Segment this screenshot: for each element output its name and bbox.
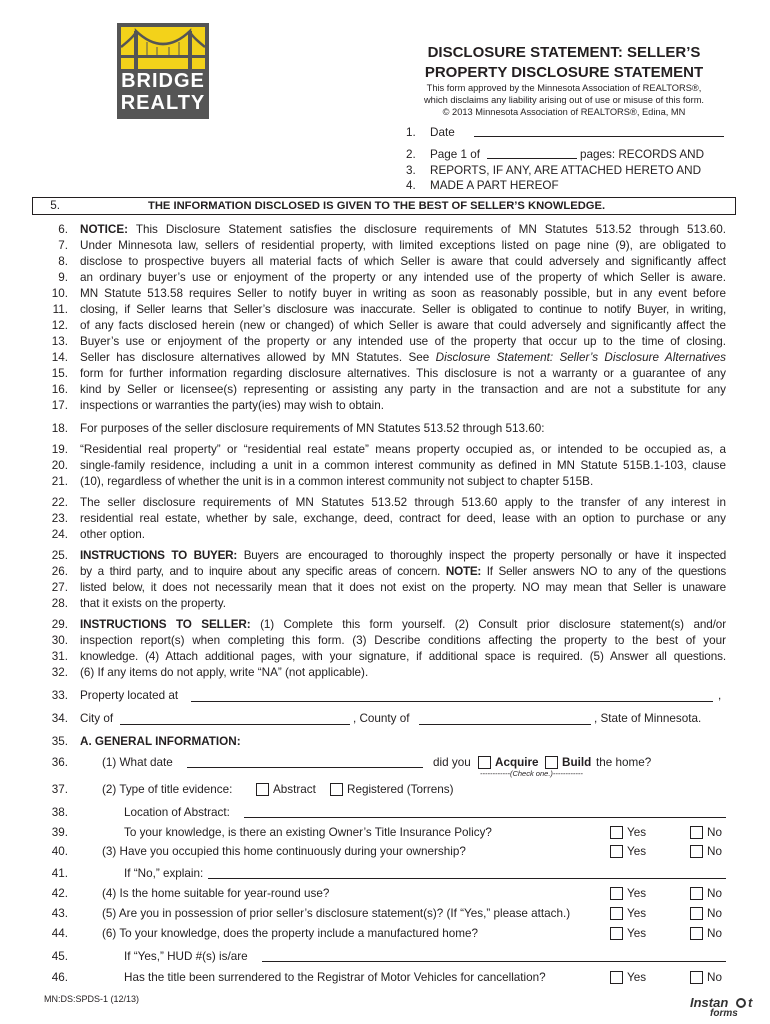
- question-label: Has the title been surrendered to the Registrar of Motor Vehicles for cancellation?: [124, 971, 546, 984]
- page-count-field[interactable]: [487, 158, 577, 159]
- yes-label: Yes: [627, 971, 647, 984]
- form-title-line2: PROPERTY DISCLOSURE STATEMENT: [424, 64, 704, 81]
- line-number: 18.: [51, 422, 68, 435]
- instruction-line: (6) If any items do not apply, write “NA” (not applicable).: [80, 666, 369, 679]
- banner-text: THE INFORMATION DISCLOSED IS GIVEN TO THE BEST OF SELLER’S KNOWLEDGE.: [148, 200, 606, 212]
- what-date-label: (1) What date: [102, 756, 173, 769]
- line-number: 4.: [406, 179, 416, 192]
- logo-text: Instan: [690, 995, 729, 1010]
- question-label: (4) Is the home suitable for year-round use?: [102, 887, 330, 900]
- copyright-line: © 2013 Minnesota Association of REALTORS®, Edina, MN: [442, 107, 686, 117]
- alternatives-form-ref: Disclosure Statement: Seller’s Disclosure Alternatives: [435, 351, 726, 364]
- line-number: 23.: [51, 512, 68, 525]
- acquire-date-field[interactable]: [187, 767, 423, 768]
- property-location-label: Property located at: [80, 689, 179, 702]
- line-number: 2.: [406, 148, 416, 161]
- notice-line: kind by Seller or licensee(s) representing or assisting any party in the transaction and are not a substitute for any: [80, 383, 726, 396]
- abstract-label: Abstract: [273, 783, 316, 796]
- reports-label: REPORTS, IF ANY, ARE ATTACHED HERETO AND: [430, 164, 702, 177]
- instruction-line: [80, 564, 726, 580]
- bridge-realty-logo: [117, 23, 209, 119]
- line-number: 37.: [51, 783, 68, 796]
- line-number: 45.: [51, 950, 68, 963]
- instruction-line: [80, 548, 726, 564]
- instruction-text: by a third party, and to inquire about any specific areas of concern.: [80, 565, 446, 578]
- explain-field[interactable]: [208, 878, 726, 879]
- yes-label: Yes: [627, 907, 647, 920]
- no-checkbox[interactable]: [690, 927, 703, 940]
- line-number: 3.: [406, 164, 416, 177]
- notice-line: inspections or warranties the party(ies) may wish to obtain.: [80, 399, 385, 412]
- line-number: 40.: [51, 845, 68, 858]
- instruction-text: Buyers are encouraged to thoroughly inspect the property personally or have it inspected: [236, 549, 726, 562]
- build-label: Build: [562, 756, 592, 769]
- logo-text: t: [748, 995, 753, 1010]
- hud-label: If “Yes,” HUD #(s) is/are: [124, 950, 248, 963]
- question-label: (3) Have you occupied this home continuously during your ownership?: [102, 845, 466, 858]
- yes-checkbox[interactable]: [610, 845, 623, 858]
- line-number: 36.: [51, 756, 68, 769]
- abstract-location-field[interactable]: [244, 817, 726, 818]
- line-number: 43.: [51, 907, 68, 920]
- made-part-label: MADE A PART HEREOF: [430, 179, 559, 192]
- line-number: 31.: [51, 650, 68, 663]
- line-number: 8.: [58, 255, 68, 268]
- instruction-text: If Seller answers NO to any of the questions: [481, 565, 726, 578]
- instruction-line: inspection report(s) when completing this form. (3) Describe conditions affecting the property to the best of your: [80, 634, 726, 647]
- notice-line: disclose to prospective buyers all material facts of which Seller is aware that could adversely and significantly affect: [80, 255, 726, 268]
- registered-checkbox[interactable]: [330, 783, 343, 796]
- yes-label: Yes: [627, 845, 647, 858]
- did-you-label: did you: [433, 756, 471, 769]
- question-label: To your knowledge, is there an existing Owner’s Title Insurance Policy?: [124, 826, 492, 839]
- definition-line: (10), regardless of whether the unit is in a common interest community not subject to chapter 515B.: [80, 475, 594, 488]
- date-field[interactable]: [474, 136, 724, 137]
- state-label: , State of Minnesota.: [594, 712, 702, 725]
- city-label: City of: [80, 712, 114, 725]
- check-one-hint: ------------(Check one.)------------: [480, 769, 583, 778]
- yes-label: Yes: [627, 887, 647, 900]
- instruction-line: that it exists on the property.: [80, 597, 226, 610]
- county-field[interactable]: [419, 724, 591, 725]
- line-number: 21.: [51, 475, 68, 488]
- instruction-line: listed below, it does not necessarily mean that it does not exist on the property. NO may mean that Seller is unaware: [80, 581, 726, 594]
- yes-checkbox[interactable]: [610, 927, 623, 940]
- buyer-instructions-label: INSTRUCTIONS TO BUYER:: [80, 549, 237, 562]
- section-title: A. GENERAL INFORMATION:: [80, 735, 241, 748]
- no-checkbox[interactable]: [690, 845, 703, 858]
- line-number: 19.: [51, 443, 68, 456]
- yes-label: Yes: [627, 826, 647, 839]
- line-number: 16.: [51, 383, 68, 396]
- notice-line: MN Statute 513.58 requires Seller to notify buyer in writing as soon as reasonably possible, but in any event before: [80, 287, 726, 300]
- line-number: 42.: [51, 887, 68, 900]
- abstract-checkbox[interactable]: [256, 783, 269, 796]
- form-id: MN:DS:SPDS-1 (12/13): [44, 994, 140, 1004]
- property-address-field[interactable]: [191, 701, 713, 702]
- abstract-location-label: Location of Abstract:: [124, 806, 230, 819]
- yes-checkbox[interactable]: [610, 971, 623, 984]
- yes-checkbox[interactable]: [610, 826, 623, 839]
- logo-subtext: forms: [710, 1008, 738, 1019]
- question-label: (5) Are you in possession of prior seller’s disclosure statement(s)? (If “Yes,” please attach.): [102, 907, 571, 920]
- acquire-checkbox[interactable]: [478, 756, 491, 769]
- definition-line: For purposes of the seller disclosure requirements of MN Statutes 513.52 through 513.60:: [80, 422, 545, 435]
- instanet-forms-logo: [690, 996, 762, 1020]
- no-label: No: [707, 927, 722, 940]
- logo-text-realty: REALTY: [120, 92, 206, 114]
- target-icon: [736, 998, 746, 1008]
- question-label: (6) To your knowledge, does the property include a manufactured home?: [102, 927, 478, 940]
- page-of-label: Page 1 of: [430, 148, 481, 161]
- line-number: 34.: [51, 712, 68, 725]
- yes-label: Yes: [627, 927, 647, 940]
- instruction-text: (1) Complete this form yourself. (2) Consult prior disclosure statement(s) and/or: [250, 618, 726, 631]
- definition-line: The seller disclosure requirements of MN Statutes 513.52 through 513.60 apply to the transfer of any interest in: [80, 496, 726, 509]
- line-number: 29.: [51, 618, 68, 631]
- line-number: 15.: [51, 367, 68, 380]
- hud-field[interactable]: [262, 961, 726, 962]
- line-number: 5.: [50, 199, 60, 212]
- no-label: No: [707, 845, 722, 858]
- note-label: NOTE:: [445, 565, 482, 578]
- line-number: 30.: [51, 634, 68, 647]
- instruction-line: knowledge. (4) Attach additional pages, with your signature, if additional space is required. (5) Answer all questions.: [80, 650, 726, 663]
- line-number: 28.: [51, 597, 68, 610]
- no-label: No: [707, 887, 722, 900]
- build-checkbox[interactable]: [545, 756, 558, 769]
- instruction-line: [80, 617, 726, 633]
- notice-line: Under Minnesota law, sellers of residential property, with limited exceptions listed on page nine (9), are obligated to: [80, 239, 726, 252]
- approval-line1: This form approved by the Minnesota Association of REALTORS®,: [426, 83, 702, 93]
- line-number: 7.: [58, 239, 68, 252]
- line-number: 32.: [51, 666, 68, 679]
- line-number: 11.: [52, 303, 68, 316]
- line-number: 22.: [51, 496, 68, 509]
- seller-instructions-label: INSTRUCTIONS TO SELLER:: [80, 618, 251, 631]
- line-number: 39.: [51, 826, 68, 839]
- notice-line: form for further information regarding disclosure alternatives. This disclosure is not a warranty or a guarantee of any: [80, 367, 726, 380]
- definition-line: “Residential real property” or “residential real estate” means property occupied as, or intended to be occupied as, a: [80, 443, 726, 456]
- title-evidence-label: (2) Type of title evidence:: [102, 783, 233, 796]
- line-number: 46.: [51, 971, 68, 984]
- line-number: 44.: [51, 927, 68, 940]
- no-label: No: [707, 971, 722, 984]
- no-label: No: [707, 826, 722, 839]
- line-number: 14.: [51, 351, 68, 364]
- no-checkbox[interactable]: [690, 826, 703, 839]
- notice-label: NOTICE:: [80, 223, 129, 236]
- line-number: 33.: [51, 689, 68, 702]
- acquire-label: Acquire: [495, 756, 539, 769]
- approval-line2: which disclaims any liability arising out of use or misuse of this form.: [423, 95, 705, 105]
- line-number: 17.: [51, 399, 68, 412]
- no-checkbox[interactable]: [690, 971, 703, 984]
- notice-line: closing, if Seller learns that Seller’s disclosure was inaccurate. Seller is obligated to continue to notify Buyer, in writing,: [80, 303, 726, 316]
- line-number: 20.: [51, 459, 68, 472]
- line-number: 9.: [58, 271, 68, 284]
- no-checkbox[interactable]: [690, 887, 703, 900]
- definition-line: single-family residence, including a unit in a common interest community as defined in MN Statute 515B.1-103, clause: [80, 459, 726, 472]
- pages-records-label: pages: RECORDS AND: [580, 148, 705, 161]
- no-checkbox[interactable]: [690, 907, 703, 920]
- comma: ,: [718, 689, 722, 702]
- notice-line: Buyer’s use or enjoyment of the property or any intended use of the property that occur up to the time of closing.: [80, 335, 726, 348]
- definition-line: other option.: [80, 528, 145, 541]
- notice-line: [80, 350, 726, 366]
- yes-checkbox[interactable]: [610, 887, 623, 900]
- line-number: 25.: [51, 549, 68, 562]
- date-label: Date: [430, 126, 455, 139]
- notice-line: [80, 222, 726, 238]
- notice-line: an ordinary buyer’s use or enjoyment of the property or any intended use of the property of which Seller is aware.: [80, 271, 726, 284]
- city-field[interactable]: [120, 724, 350, 725]
- form-title-line1: DISCLOSURE STATEMENT: SELLER’S: [427, 44, 701, 61]
- registered-label: Registered (Torrens): [347, 783, 454, 796]
- line-number: 1.: [406, 126, 416, 139]
- the-home-label: the home?: [596, 756, 652, 769]
- notice-text: Seller has disclosure alternatives allowed by MN Statutes. See: [80, 351, 436, 364]
- no-label: No: [707, 907, 722, 920]
- line-number: 10.: [51, 287, 68, 300]
- line-number: 35.: [51, 735, 68, 748]
- definition-line: residential real estate, whether by sale, exchange, deed, contract for deed, lease with an option to purchase or any: [80, 512, 726, 525]
- county-label: , County of: [353, 712, 410, 725]
- line-number: 24.: [51, 528, 68, 541]
- line-number: 41.: [51, 867, 68, 880]
- line-number: 6.: [58, 223, 68, 236]
- line-number: 27.: [51, 581, 68, 594]
- notice-text: This Disclosure Statement satisfies the disclosure requirements of MN Statutes 513.52 through 513.60.: [128, 223, 726, 236]
- yes-checkbox[interactable]: [610, 907, 623, 920]
- line-number: 13.: [51, 335, 68, 348]
- logo-text-bridge: BRIDGE: [121, 70, 205, 92]
- line-number: 12.: [51, 319, 68, 332]
- line-number: 38.: [51, 806, 68, 819]
- notice-line: of any facts disclosed herein (new or changed) of which Seller is aware that could adversely and significantly affect the: [80, 319, 726, 332]
- explain-label: If “No,” explain:: [124, 867, 204, 880]
- line-number: 26.: [51, 565, 68, 578]
